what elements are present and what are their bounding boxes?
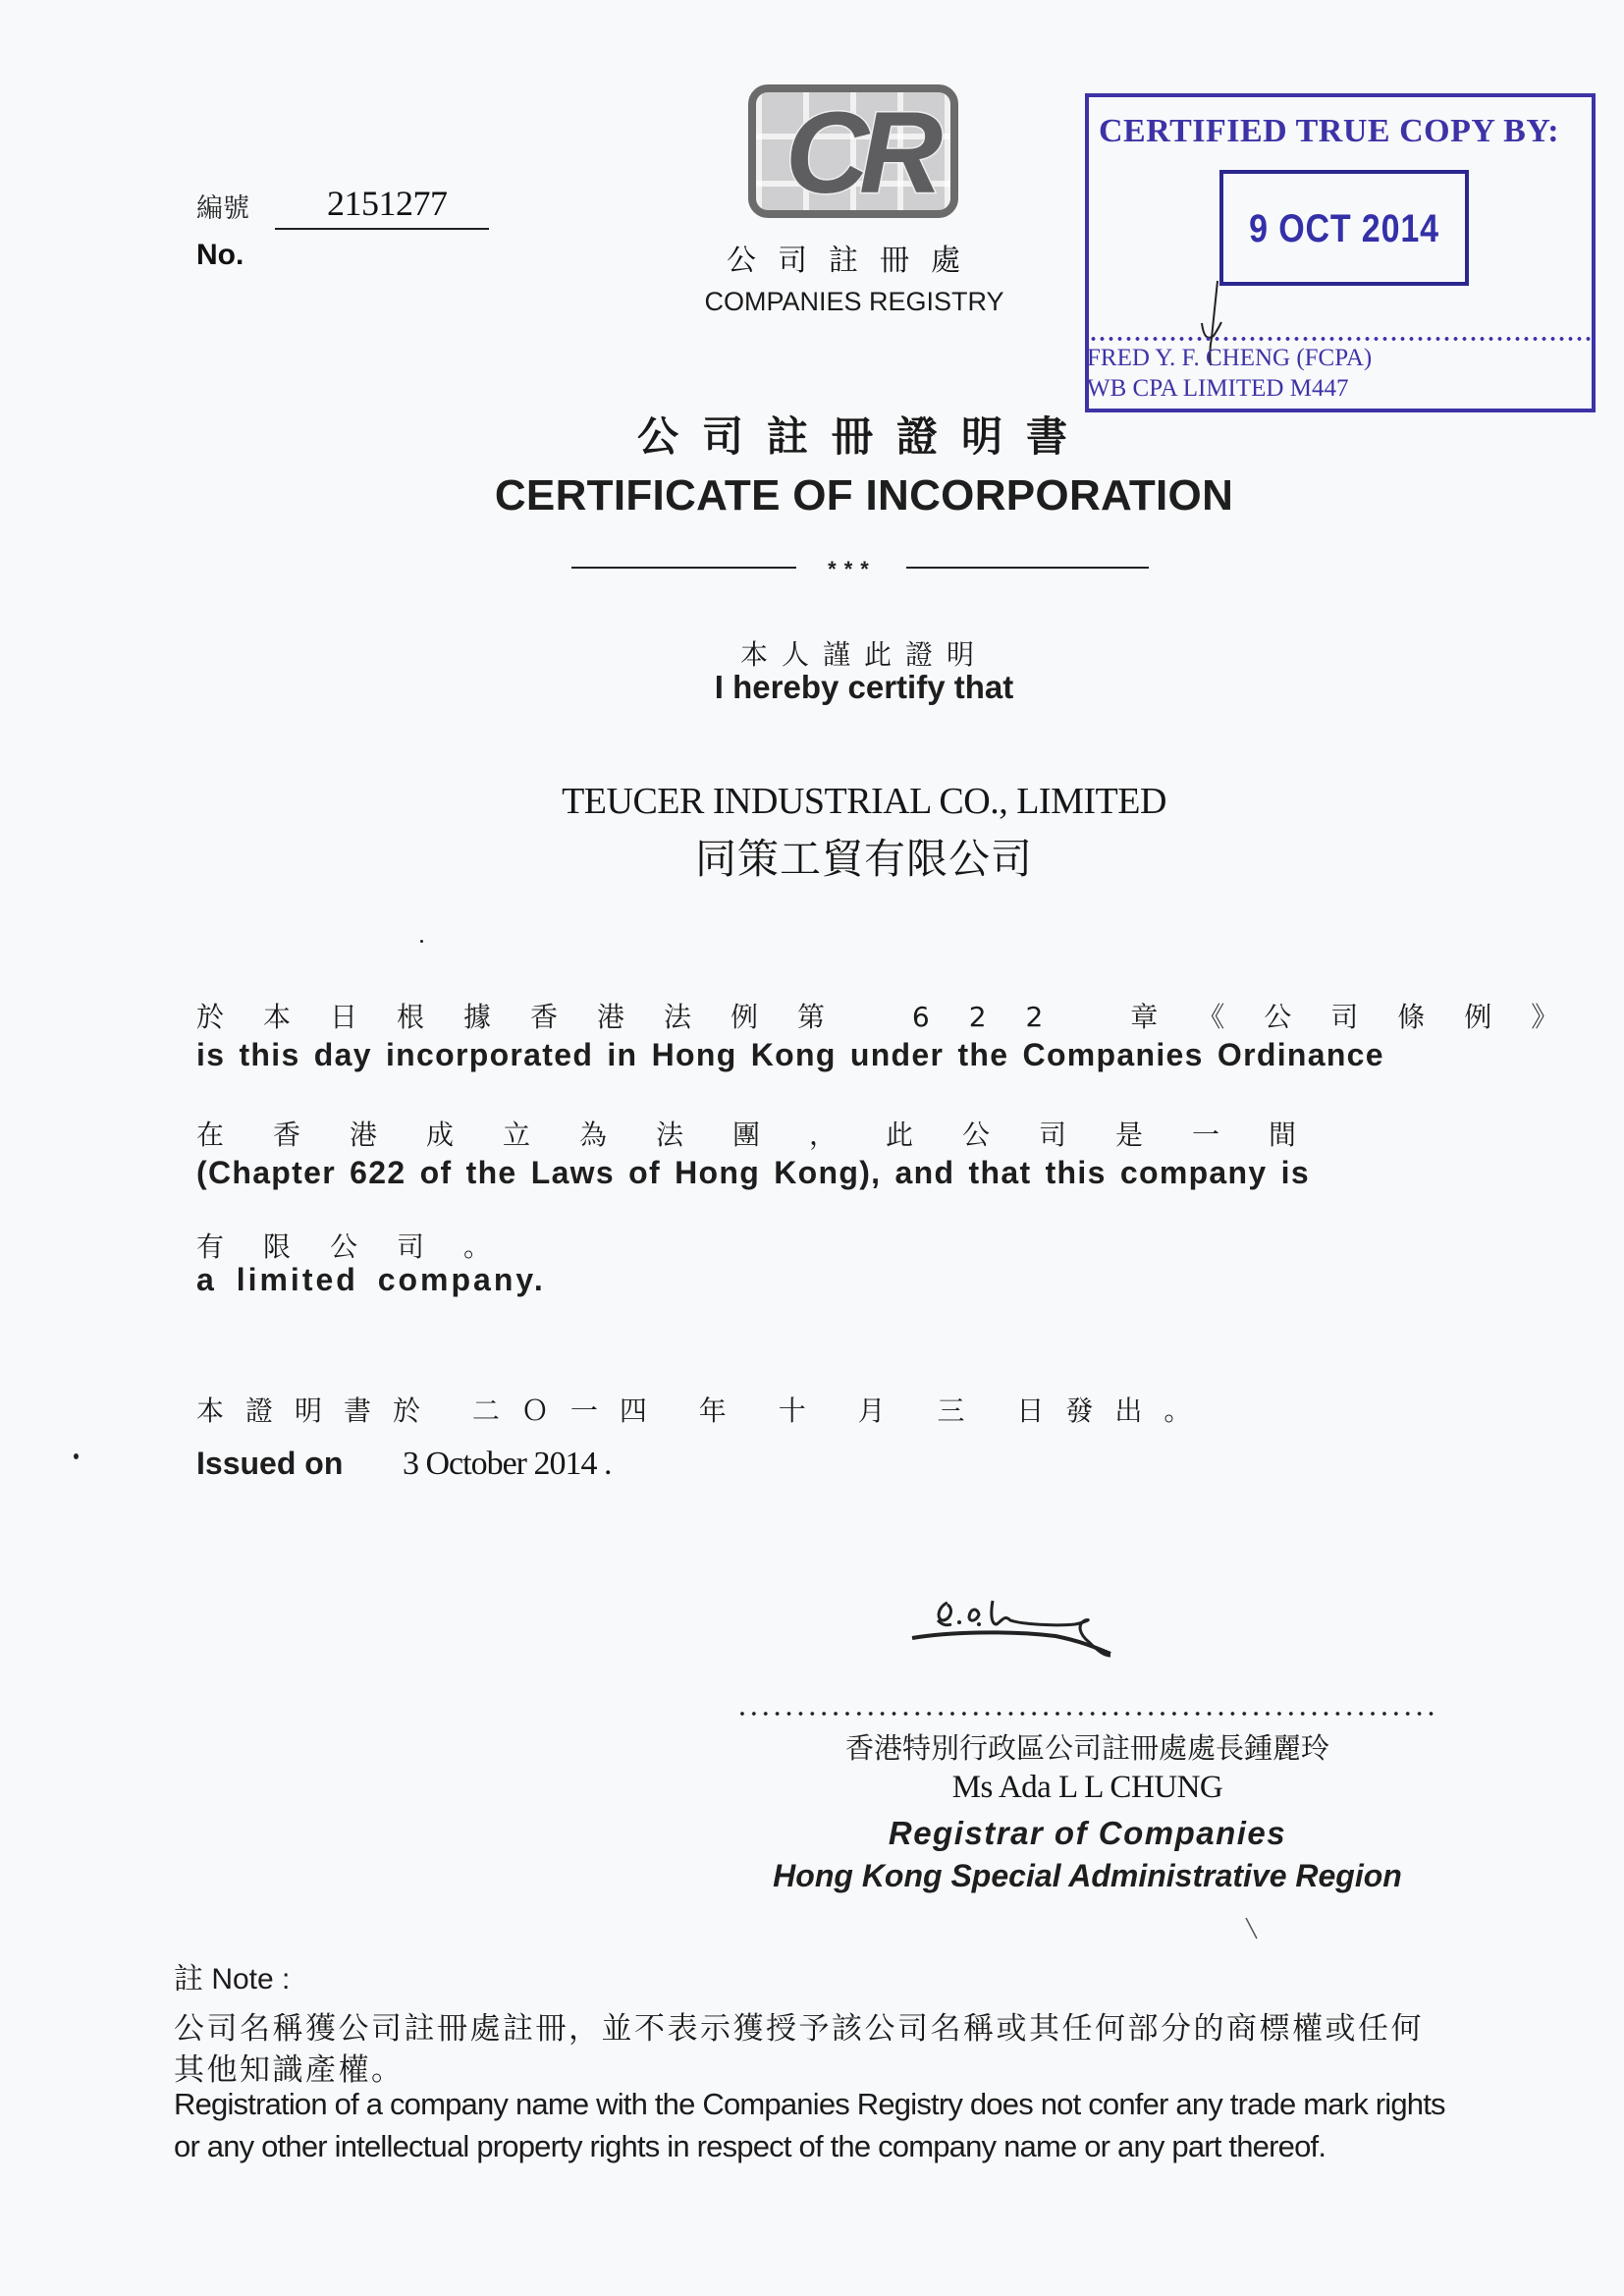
issued-date: 3 October 2014 . xyxy=(403,1446,612,1482)
note-en-line2: or any other intellectual property rights in respect of the company name or any part thereof. xyxy=(174,2129,1326,2163)
registry-name-en: COMPANIES REGISTRY xyxy=(704,287,1004,316)
stamp-date: 9 OCT 2014 xyxy=(1249,207,1439,250)
divider-left xyxy=(571,567,796,569)
registrar-signature xyxy=(908,1591,1193,1669)
scan-speck xyxy=(74,1453,79,1459)
stamp-dotted-line xyxy=(1089,337,1592,341)
company-name-zh: 同策工貿有限公司 xyxy=(694,835,1033,883)
body-line3-en: a limited company. xyxy=(196,1262,546,1297)
title-en: CERTIFICATE OF INCORPORATION xyxy=(494,471,1234,519)
scan-speck xyxy=(420,940,423,943)
stamp-title: CERTIFIED TRUE COPY BY: xyxy=(1099,113,1560,149)
body-line1-en: is this day incorporated in Hong Kong under the Companies Ordinance xyxy=(196,1037,1384,1072)
company-name-en: TEUCER INDUSTRIAL CO., LIMITED xyxy=(562,781,1166,822)
registrar-name: Ms Ada L L CHUNG xyxy=(951,1770,1223,1805)
stamp-signer-name: FRED Y. F. CHENG (FCPA) xyxy=(1087,345,1373,371)
title-zh: 公司註冊證明書 xyxy=(636,412,1091,461)
note-zh-line1: 公司名稱獲公司註冊處註冊，並不表示獲授予該公司名稱或其任何部分的商標權或任何 xyxy=(174,2011,1424,2047)
number-label-zh: 編號 xyxy=(196,193,249,224)
number-underline xyxy=(275,228,489,230)
logo-cr-text: CR xyxy=(785,88,934,218)
note-heading: 註 Note : xyxy=(174,1963,291,1995)
note-zh-line2: 其他知識產權。 xyxy=(174,2052,405,2088)
signature-dotted-line xyxy=(736,1712,1438,1716)
stamp-date-box xyxy=(1219,170,1469,286)
certified-true-copy-stamp xyxy=(1085,93,1596,412)
companies-registry-logo xyxy=(748,84,958,218)
certificate-number: 2151277 xyxy=(327,184,448,223)
certify-en: I hereby certify that xyxy=(714,669,1014,705)
body-line1-zh: 於本日根據香港法例第 622 章《公司條例》 xyxy=(196,1001,1598,1033)
divider-stars: *** xyxy=(828,557,877,581)
certify-zh: 本人謹此證明 xyxy=(739,638,988,671)
registrar-region: Hong Kong Special Administrative Region xyxy=(773,1858,1402,1893)
registry-name-zh: 公司註冊處 xyxy=(727,244,982,278)
stamp-signer-firm: WB CPA LIMITED M447 xyxy=(1087,375,1349,402)
number-label-en: No. xyxy=(196,239,244,271)
note-en-line1: Registration of a company name with the Companies Registry does not confer any trade mark rights xyxy=(174,2087,1445,2121)
body-line3-zh: 有限公司。 xyxy=(196,1230,531,1263)
issued-zh: 本證明書於 二Ｏ一四 年 十 月 三 日發出。 xyxy=(196,1394,1214,1427)
registrar-title-en: Registrar of Companies xyxy=(888,1815,1287,1851)
scan-mark xyxy=(1245,1917,1259,1941)
registrar-title-zh: 香港特別行政區公司註冊處處長鍾麗玲 xyxy=(844,1731,1329,1765)
divider-right xyxy=(906,567,1149,569)
body-line2-en: (Chapter 622 of the Laws of Hong Kong), and that this company is xyxy=(196,1155,1310,1190)
body-line2-zh: 在香港成立為法團，此公司是一間 xyxy=(196,1119,1346,1151)
issued-label: Issued on xyxy=(196,1446,344,1481)
